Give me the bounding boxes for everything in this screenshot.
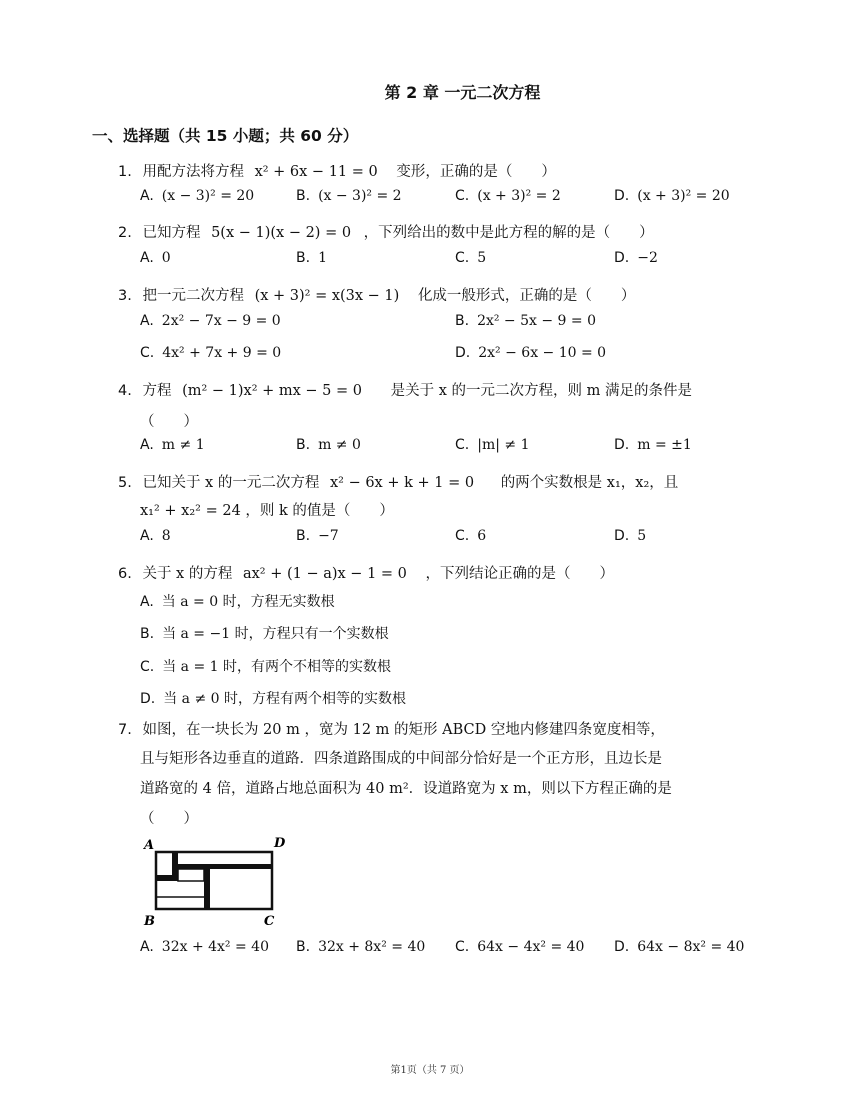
question-text: ，下列给出的数中是此方程的解的是（ ）	[363, 225, 654, 241]
option-a: A. 当 a = 0 时，方程无实数根	[140, 594, 335, 610]
option-d: D. −2	[614, 250, 658, 266]
question-number: 6.	[118, 566, 132, 582]
question-text: 已知方程	[142, 225, 201, 241]
question-text: 如图，在一块长为 20 m ，宽为 12 m 的矩形 ABCD 空地内修建四条宽度相等，	[142, 722, 665, 738]
question-text: 已知关于 x 的一元二次方程	[142, 475, 320, 491]
option-b: B. 2x² − 5x − 9 = 0	[455, 313, 596, 329]
option-c: C. |m| ≠ 1	[455, 437, 530, 453]
road-top	[172, 852, 178, 881]
option-b: B. (x − 3)² = 2	[296, 188, 402, 204]
question-number: 3.	[118, 288, 132, 304]
option-c: C. 64x − 4x² = 40	[455, 939, 585, 955]
option-a: A. m ≠ 1	[140, 437, 205, 453]
vertex-label-c: C	[264, 914, 275, 929]
option-a: A. 2x² − 7x − 9 = 0	[140, 313, 281, 329]
question-text: 关于 x 的方程	[142, 566, 233, 582]
question-number: 5.	[118, 475, 132, 491]
question-text: 是关于 x 的一元二次方程，则 m 满足的条件是	[390, 383, 692, 399]
option-c: C. 5	[455, 250, 487, 266]
option-d: D. 64x − 8x² = 40	[614, 939, 745, 955]
option-b: B. 1	[296, 250, 327, 266]
question-1	[118, 160, 556, 181]
page-title: 第 2 章 一元二次方程	[384, 83, 541, 102]
question-6	[118, 562, 614, 583]
rectangle-figure	[140, 835, 290, 930]
question-text: 把一元二次方程	[142, 288, 244, 304]
option-b: B. 当 a = −1 时，方程只有一个实数根	[140, 626, 389, 642]
equation: x² − 6x + k + 1 = 0	[329, 475, 475, 491]
equation: ax² + (1 − a)x − 1 = 0	[242, 566, 407, 582]
option-c: C. (x + 3)² = 2	[455, 188, 561, 204]
option-d: D. (x + 3)² = 20	[614, 188, 730, 204]
option-c: C. 4x² + 7x + 9 = 0	[140, 345, 282, 361]
question-text: 方程	[142, 383, 172, 399]
question-text: 道路宽的 4 倍，道路占地总面积为 40 m²．设道路宽为 x m，则以下方程正确的是	[140, 781, 672, 797]
page-footer: 第1页（共 7 页）	[390, 1065, 470, 1076]
question-7	[118, 718, 665, 739]
question-2	[118, 221, 654, 242]
option-a: A. (x − 3)² = 20	[140, 188, 255, 204]
center-square	[178, 869, 204, 881]
option-c: C. 当 a = 1 时，有两个不相等的实数根	[140, 659, 392, 675]
question-number: 1.	[118, 164, 132, 180]
equation: 5(x − 1)(x − 2) = 0	[211, 225, 352, 241]
question-text: 用配方法将方程	[142, 164, 244, 180]
question-5	[118, 471, 678, 492]
option-b: B. 32x + 8x² = 40	[296, 939, 426, 955]
question-continuation: （ ）	[140, 414, 198, 430]
option-b: B. −7	[296, 528, 339, 544]
option-b: B. m ≠ 0	[296, 437, 361, 453]
question-number: 4.	[118, 383, 132, 399]
option-d: D. 当 a ≠ 0 时，方程有两个相等的实数根	[140, 691, 407, 707]
question-number: 7.	[118, 722, 132, 738]
question-3	[118, 284, 635, 305]
equation: (x + 3)² = x(3x − 1)	[254, 288, 400, 304]
option-d: D. 2x² − 6x − 10 = 0	[455, 345, 607, 361]
question-continuation: x₁² + x₂² = 24 ，则 k 的值是（ ）	[140, 503, 394, 519]
option-a: A. 8	[140, 528, 171, 544]
option-a: A. 0	[140, 250, 171, 266]
equation: (m² − 1)x² + mx − 5 = 0	[182, 383, 363, 399]
question-text: 的两个实数根是 x₁，x₂，且	[500, 475, 679, 491]
question-text: 且与矩形各边垂直的道路．四条道路围成的中间部分恰好是一个正方形，且边长是	[140, 751, 662, 767]
vertex-label-b: B	[144, 914, 155, 929]
question-text: 化成一般形式，正确的是（ ）	[417, 288, 636, 304]
question-text: ，下列结论正确的是（ ）	[425, 566, 614, 582]
question-4	[118, 379, 692, 400]
option-a: A. 32x + 4x² = 40	[140, 939, 269, 955]
vertex-label-a: A	[144, 838, 155, 853]
vertex-label-d: D	[274, 836, 286, 851]
option-d: D. 5	[614, 528, 647, 544]
section-heading: 一、选择题（共 15 小题；共 60 分）	[92, 127, 359, 145]
question-text: 变形，正确的是（ ）	[396, 164, 556, 180]
option-d: D. m = ±1	[614, 437, 692, 453]
question-number: 2.	[118, 225, 132, 241]
road-bottom	[204, 864, 210, 909]
question-continuation: （ ）	[140, 811, 198, 827]
option-c: C. 6	[455, 528, 487, 544]
equation: x² + 6x − 11 = 0	[254, 164, 378, 180]
